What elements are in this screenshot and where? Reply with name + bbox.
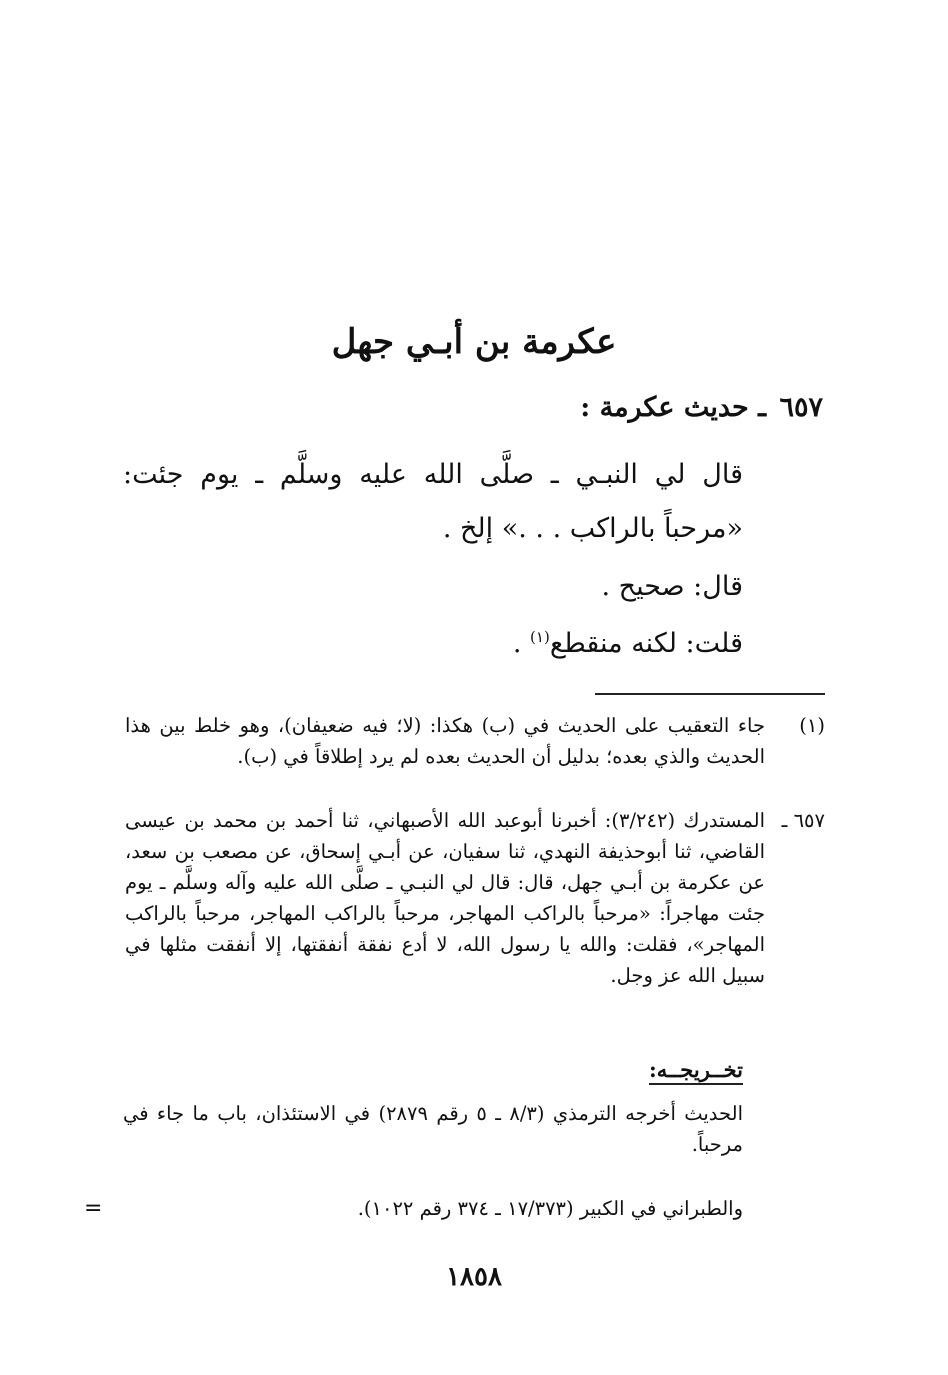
takhrij-heading-text: تخــريجــه:	[649, 1057, 743, 1085]
hadith-heading	[123, 392, 823, 423]
continuation-mark: =	[84, 1196, 103, 1221]
chapter-title: عكرمة بن أبـي جهل	[331, 322, 617, 362]
takhrij-heading	[123, 1055, 743, 1085]
hadith-comment-end: .	[512, 628, 522, 659]
page-number: ١٨٥٨	[446, 1262, 502, 1292]
takhrij-line-2: والطبراني في الكبير (١٧/٣٧٣ ـ ٣٧٤ رقم ١٠٢٢).	[357, 1197, 743, 1220]
hadith-number: ٦٥٧	[779, 392, 823, 423]
footnote-1-text: جاء التعقيب على الحديث في (ب) هكذا: (لا؛ فيه ضعيفان)، وهو خلط بين هذا الحديث والذي بعده؛ بدليل أن الحديث بعده لم يرد إطلاقاً في (ب).	[125, 714, 765, 768]
hadith-text: قال لي النبـي ـ صلَّى الله عليه وسلَّم ـ يوم جئت: «مرحباً بالراكب . . .» إلخ .	[123, 459, 743, 544]
footnote-657-mark: ٦٥٧ ـ	[781, 809, 825, 832]
footnote-657-text: المستدرك (٣/٢٤٢): أخبرنا أبوعبد الله الأصبهاني، ثنا أحمد بن محمد بن عيسى القاضي، ثنا أبوحذيفة النهدي، ثنا سفيان، عن أبـي إسحاق، عن مصعب بن سعد، عن عكرمة بن أبـي جهل، قال: قال لي النبـي ـ صلَّى الله عليه وآله وسلَّم ـ يوم جئت مهاجراً: «مرحباً بالراكب المهاجر، مرحباً بالراكب المهاجر، مرحباً بالراكب المهاجر»، فقلت: والله يا رسول الله، لا أدع نفقة أنفقتها، إلا أنفقت مثلها في سبيل الله عز وجل.	[125, 809, 765, 987]
hadith-grading: قال: صحيح .	[601, 571, 743, 602]
hadith-comment-text: قلت: لكنه منقطع	[549, 628, 743, 659]
footnote-1	[125, 710, 825, 772]
hadith-heading-text: حديث عكرمة :	[580, 392, 749, 423]
footnote-1-mark: (١)	[799, 714, 825, 737]
takhrij-line-1: الحديث أخرجه الترمذي (٨/٣ ـ ٥ رقم ٢٨٧٩) في الاستئذان، باب ما جاء في مرحباً.	[123, 1102, 743, 1156]
hadith-comment	[123, 617, 743, 671]
footnote-657	[125, 805, 825, 991]
hadith-dash: ـ	[758, 392, 767, 423]
footnote-separator	[595, 693, 825, 695]
footnote-reference: (١)	[530, 628, 550, 646]
